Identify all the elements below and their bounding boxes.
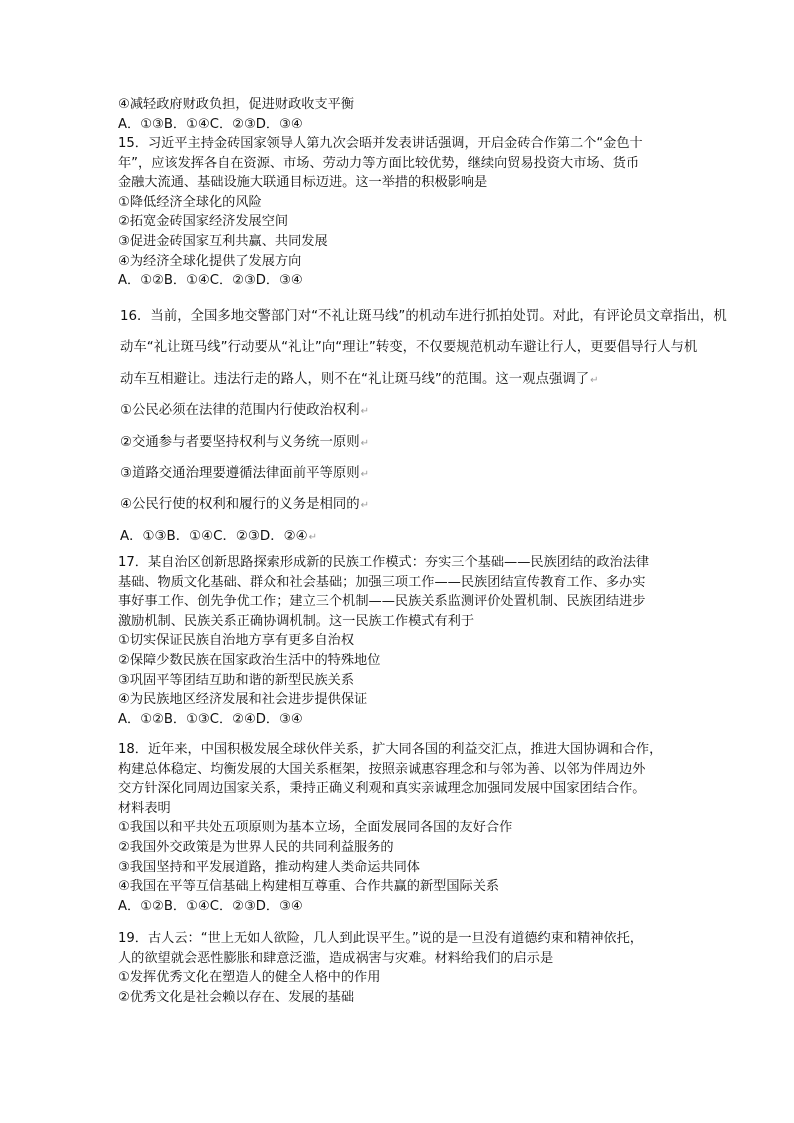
- question-stem-line: 事好事工作、创先争优工作；建立三个机制——民族关系监测评价处置机制、民族团结进步: [118, 594, 646, 610]
- option-line: ①降低经济全球化的风险: [118, 194, 262, 210]
- question-stem-line: 交方针深化同周边国家关系，秉持正确义利观和真实亲诚理念加强同发展中国家团结合作。: [118, 781, 646, 797]
- paragraph-mark: ↵: [360, 406, 370, 418]
- option-line: ③巩固平等团结互助和谐的新型民族关系: [118, 672, 355, 688]
- option-line: ④公民行使的权利和履行的义务是相同的↵: [120, 497, 370, 513]
- question-stem-line: 15．习近平主持金砖国家领导人第九次会晤并发表讲话强调，开启金砖合作第二个“金色十: [118, 136, 643, 151]
- option-line: ②保障少数民族在国家政治生活中的特殊地位: [118, 652, 381, 668]
- answer-choices: A．①②B．①④C．②③D．③④: [118, 273, 303, 289]
- question-stem-line: 年”，应该发挥各自在资源、市场、劳动力等方面比较优势，继续向贸易投资大市场、货币: [118, 155, 640, 171]
- answer-choices: A．①②B．①④C．②③D．③④: [118, 898, 303, 914]
- option-line: ①我国以和平共处五项原则为基本立场，全面发展同各国的友好合作: [118, 820, 513, 836]
- question-stem-line: 构建总体稳定、均衡发展的大国关系框架，按照亲诚惠容理念和与邻为善、以邻为伴周边外: [118, 761, 646, 777]
- option-line: ④减轻政府财政负担，促进财政收支平衡: [118, 97, 355, 112]
- question-stem-line: 材料表明: [118, 800, 171, 816]
- paragraph-mark: ↵: [308, 531, 317, 543]
- question-19: [118, 929, 718, 1007]
- option-line: ②优秀文化是社会赖以存在、发展的基础: [118, 989, 355, 1005]
- answer-choices: A．①③B．①④C．②③D．②④↵: [120, 528, 317, 544]
- option-line: ③促进金砖国家互利共赢、共同发展: [118, 233, 328, 249]
- question-17: [118, 553, 718, 729]
- question-stem-line: 18．近年来，中国积极发展全球伙伴关系，扩大同各国的利益交汇点，推进大国协调和合作，: [118, 742, 663, 757]
- paragraph-mark: ↵: [360, 500, 370, 512]
- option-line: ④我国在平等互信基础上构建相互尊重、合作共赢的新型国际关系: [118, 879, 500, 895]
- question-stem-line: 金融大流通、基础设施大联通目标迈进。这一举措的积极影响是: [118, 175, 488, 191]
- question-stem-line: 19．古人云：“世上无如人欲险，几人到此误平生。”说的是一旦没有道德约束和精神依托，: [118, 931, 643, 946]
- question-stem-line: 动车互相避让。违法行走的路人，则不在“礼让斑马线”的范围。这一观点强调了↵: [120, 371, 599, 387]
- option-line: ③道路交通治理要遵循法律面前平等原则↵: [120, 465, 370, 481]
- question-stem-line: 动车“礼让斑马线”行动要从“礼让”向“理让”转变，不仅要规范机动车避让行人，更要倡导行人与机: [120, 340, 698, 356]
- question-14-tail: [118, 95, 718, 134]
- answer-choices: A．①③B．①④C．②③D．③④: [118, 116, 303, 132]
- option-line: ④为民族地区经济发展和社会进步提供保证: [118, 692, 368, 708]
- option-line: ②我国外交政策是为世界人民的共同利益服务的: [118, 839, 394, 855]
- option-line: ①切实保证民族自治地方享有更多自治权: [118, 633, 355, 649]
- question-stem-line: 17．某自治区创新思路探索形成新的民族工作模式：夯实三个基础——民族团结的政治法律: [118, 555, 650, 570]
- question-stem-line: 激励机制、民族关系正确协调机制。这一民族工作模式有利于: [118, 613, 475, 629]
- question-18: [118, 740, 718, 916]
- option-line: ①发挥优秀文化在塑造人的健全人格中的作用: [118, 970, 381, 986]
- option-line: ④为经济全球化提供了发展方向: [118, 253, 302, 269]
- paragraph-mark: ↵: [590, 374, 599, 386]
- question-stem-line: 基础、物质文化基础、群众和社会基础；加强三项工作——民族团结宣传教育工作、多办实: [118, 574, 646, 590]
- question-stem-line: 人的欲望就会恶性膨胀和肆意泛滥，造成祸害与灾难。材料给我们的启示是: [118, 950, 554, 966]
- question-16: [120, 301, 780, 552]
- option-line: ①公民必须在法律的范围内行使政治权利↵: [120, 403, 370, 419]
- option-line: ③我国坚持和平发展道路，推动构建人类命运共同体: [118, 859, 420, 875]
- paragraph-mark: ↵: [360, 468, 370, 480]
- question-15: [118, 134, 718, 291]
- option-line: ②交通参与者要坚持权利与义务统一原则↵: [120, 434, 370, 450]
- option-line: ②拓宽金砖国家经济发展空间: [118, 214, 289, 230]
- question-stem-line: 16．当前，全国多地交警部门对“不礼让斑马线”的机动车进行抓拍处罚。对此，有评论员文章指出，机: [120, 309, 727, 324]
- paragraph-mark: ↵: [360, 437, 370, 449]
- answer-choices: A．①②B．①③C．②④D．③④: [118, 711, 303, 727]
